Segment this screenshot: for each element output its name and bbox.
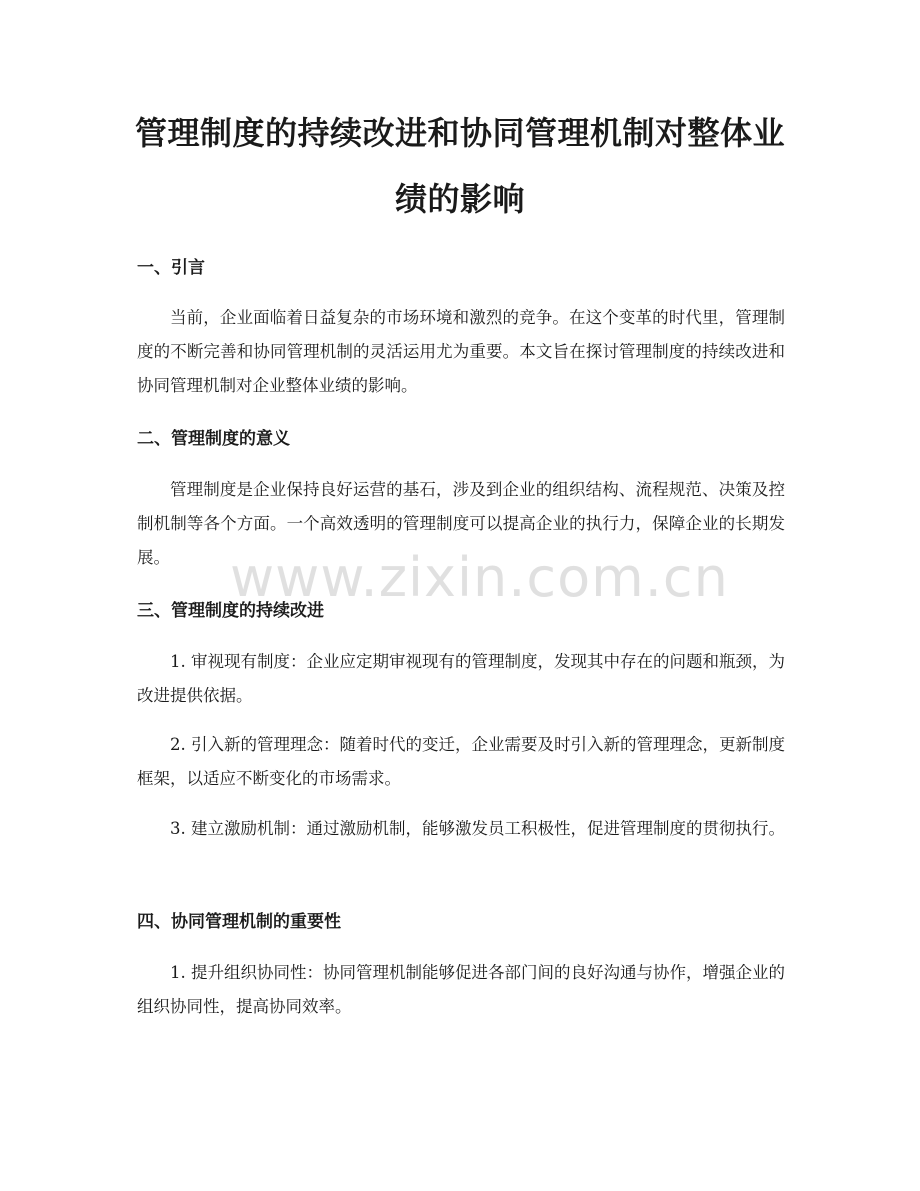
list-item: 2. 引入新的管理理念：随着时代的变迁，企业需要及时引入新的管理理念，更新制度框架，以适应不断变化的市场需求。 — [137, 735, 785, 788]
paragraph: 管理制度是企业保持良好运营的基石，涉及到企业的组织结构、流程规范、决策及控制机制等各个方面。一个高效透明的管理制度可以提高企业的执行力，保障企业的长期发展。 — [137, 480, 785, 567]
watermark: www.zixin.com.cn — [230, 546, 729, 609]
list-item: 1. 提升组织协同性：协同管理机制能够促进各部门间的良好沟通与协作，增强企业的组织协同性，提高协同效率。 — [137, 963, 785, 1016]
paragraph: 当前，企业面临着日益复杂的市场环境和激烈的竞争。在这个变革的时代里，管理制度的不断完善和协同管理机制的灵活运用尤为重要。本文旨在探讨管理制度的持续改进和协同管理机制对企业整体业绩的影响。 — [137, 308, 785, 395]
section-heading-meaning: 二、管理制度的意义 — [137, 429, 290, 449]
section-heading-continuous-improvement: 三、管理制度的持续改进 — [137, 601, 324, 621]
section-heading-intro: 一、引言 — [137, 258, 205, 278]
list-item: 3. 建立激励机制：通过激励机制，能够激发员工积极性，促进管理制度的贯彻执行。 — [170, 819, 785, 838]
section-heading-collaborative-mechanism: 四、协同管理机制的重要性 — [137, 912, 341, 932]
document-title: 管理制度的持续改进和协同管理机制对整体业绩的影响 — [134, 114, 785, 218]
list-item: 1. 审视现有制度：企业应定期审视现有的管理制度，发现其中存在的问题和瓶颈，为改进提供依据。 — [137, 652, 785, 705]
